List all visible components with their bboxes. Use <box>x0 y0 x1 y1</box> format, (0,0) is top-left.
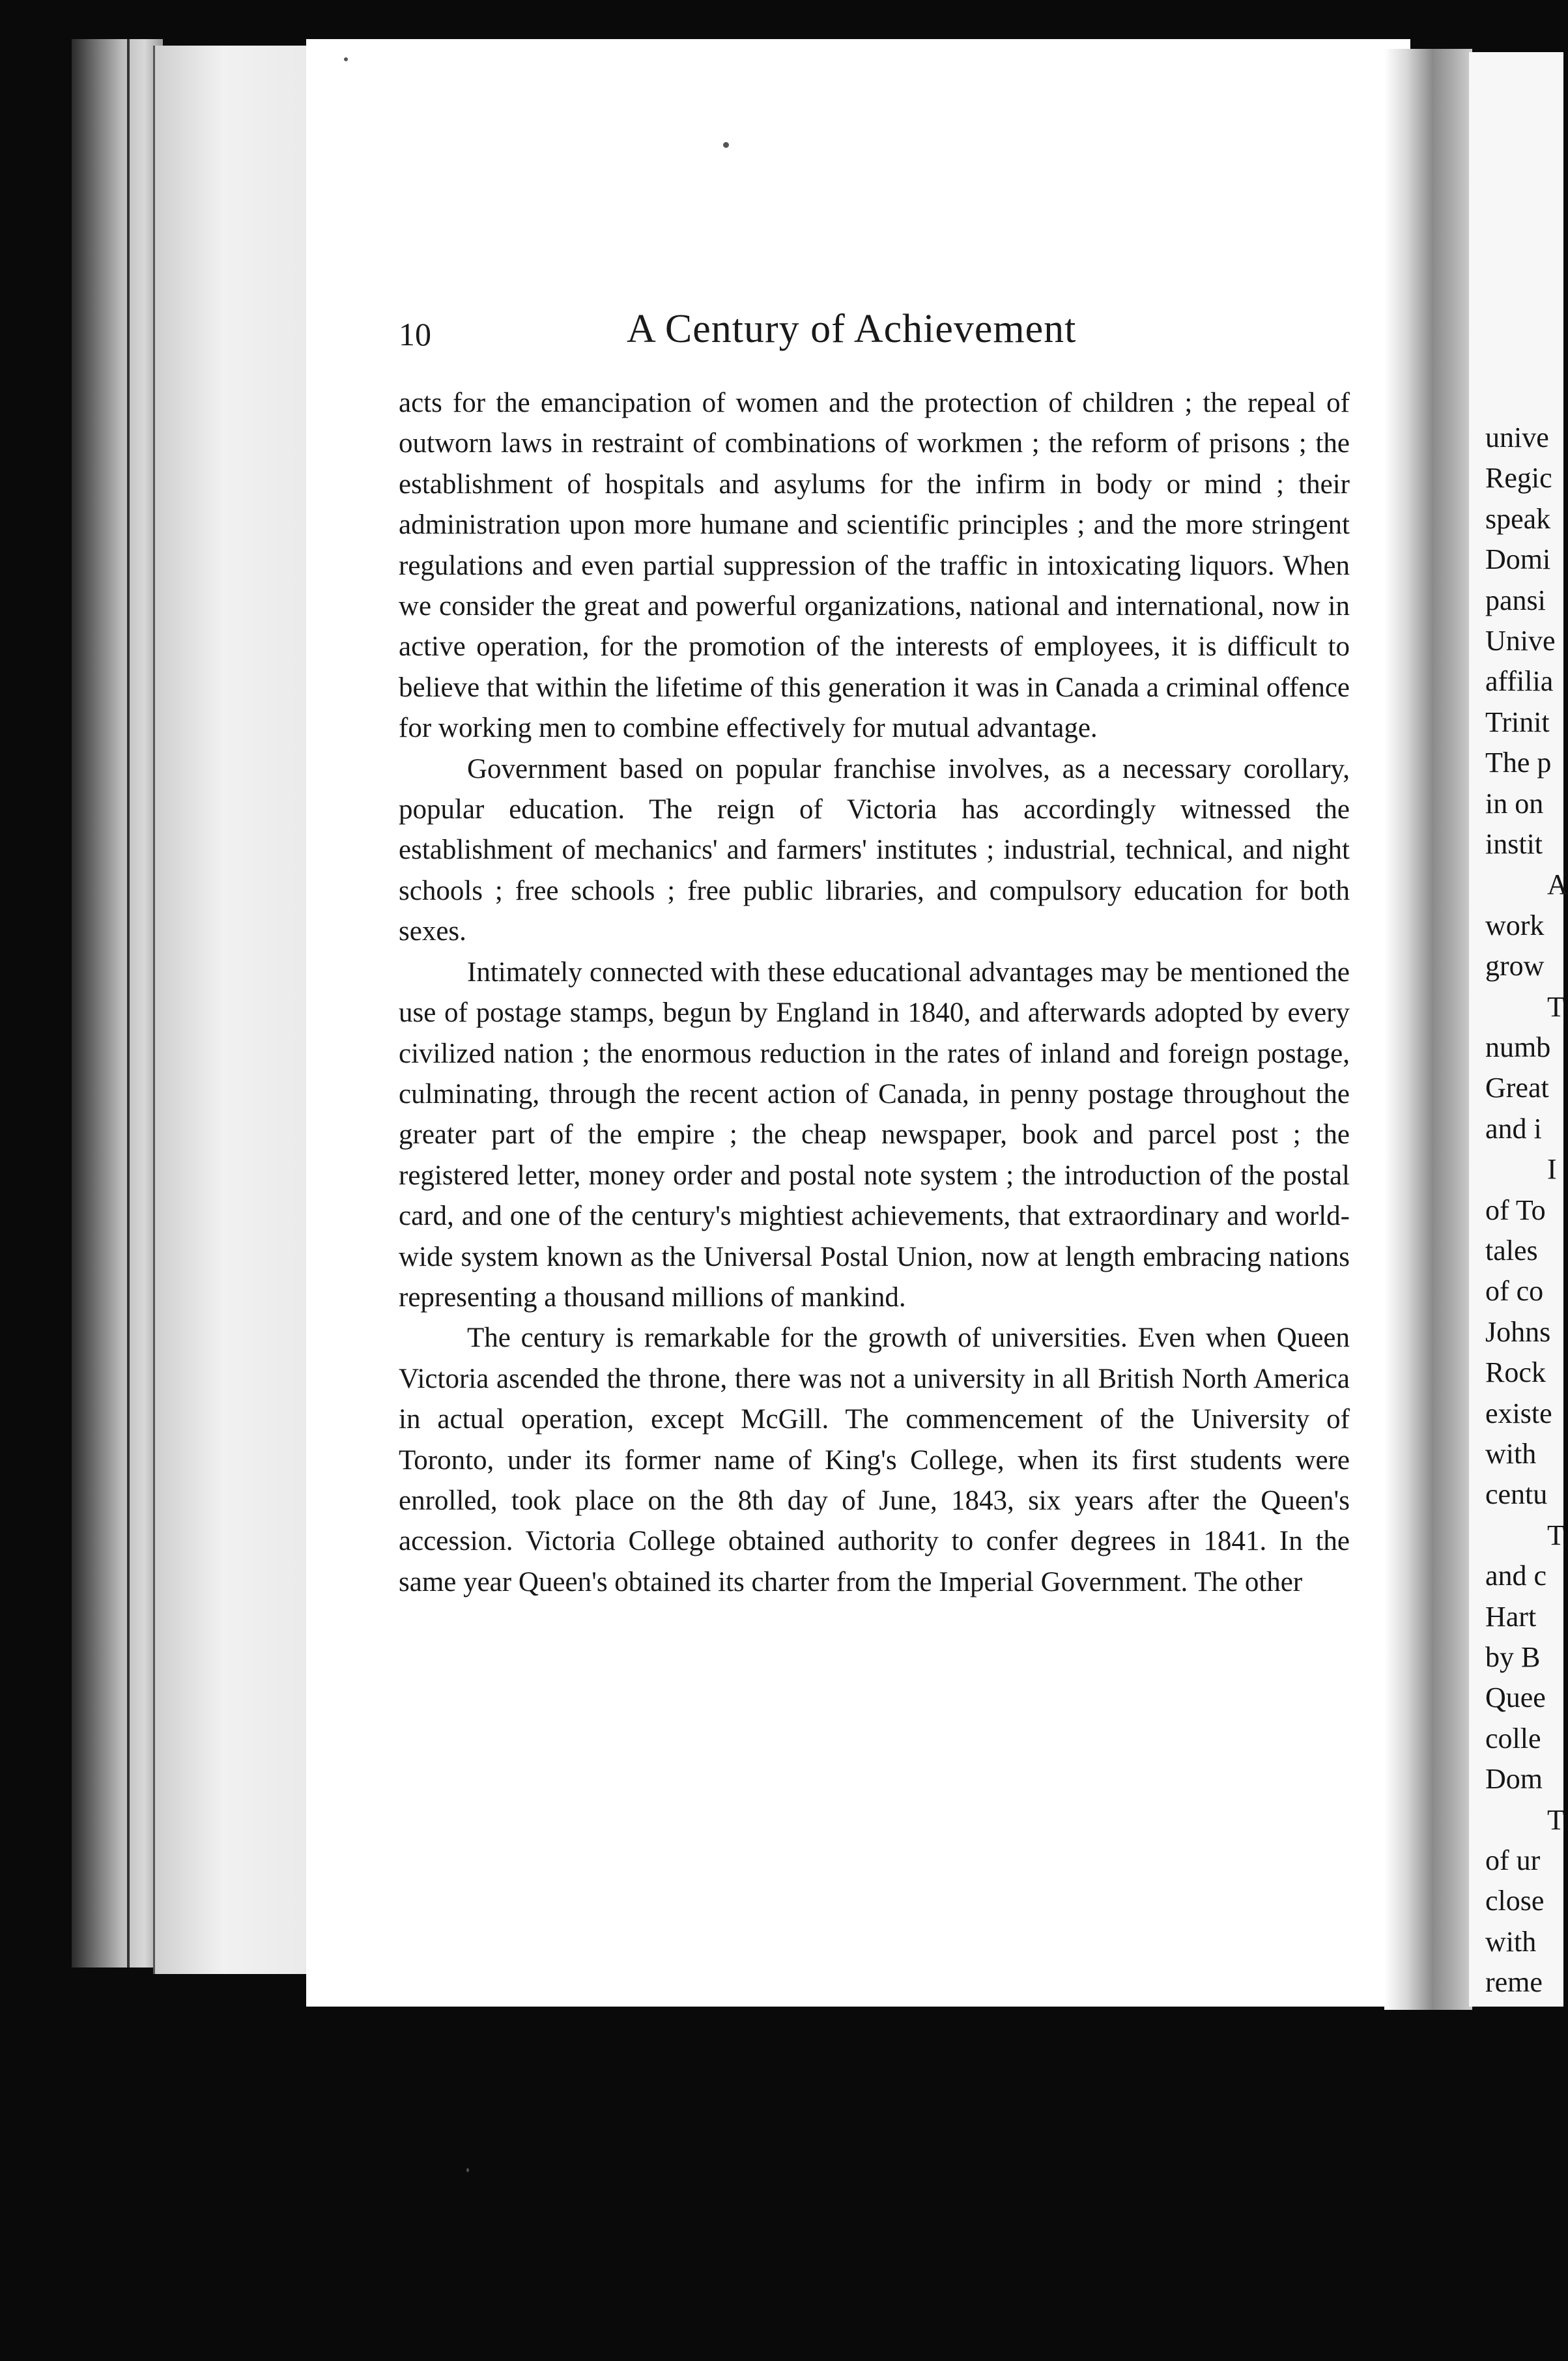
paragraph: Government based on popular franchise involves, as a necessary corollary, popular education. The reign of Victoria has accordingly witnessed the establishment of mechanics' and farmers' institutes ; industrial, technical, and night schools ; free schools ; free public libraries, and compulsory education for both sexes. <box>399 753 1350 947</box>
facing-page-line: and i <box>1485 1112 1542 1145</box>
facing-page-line: A <box>1547 868 1568 901</box>
facing-page-line: unive <box>1485 422 1549 453</box>
facing-page-line: T <box>1547 1803 1565 1836</box>
facing-page-line: Quee <box>1485 1681 1546 1714</box>
facing-page-line: reme <box>1485 1966 1543 1999</box>
scan-speck <box>344 57 348 61</box>
paragraph: Intimately connected with these educational advantages may be mentioned the use of postage stamps, begun by England in 1840, and afterwards adopted by every civilized nation ; the enormous reduction in the rates of inland and foreign postage, culminating, through the recent action of Canada, in penny postage throughout the greater part of the empire ; the cheap newspaper, book and parcel post ; the registered letter, money order and postal note system ; the introduction of the postal card, and one of the century's mightiest achievements, that extraordinary and world-wide system known as the Universal Postal Union, now at length embracing nations representing a thousand millions of mankind. <box>399 956 1350 1313</box>
facing-page-line: affilia <box>1485 665 1554 698</box>
facing-page-line: Trinit <box>1485 706 1550 738</box>
facing-page-line: in on <box>1485 787 1544 820</box>
facing-page-line: T <box>1547 1519 1565 1551</box>
facing-page-line: with <box>1485 1438 1537 1470</box>
facing-page-line: close <box>1485 1885 1545 1917</box>
facing-page-line: Great <box>1485 1072 1549 1104</box>
facing-page-line: Regic <box>1485 462 1552 494</box>
paragraph: acts for the emancipation of women and the protection of children ; the repeal of outworn laws in restraint of combinations of workmen ; the reform of prisons ; the establishment of hospitals and asylums for the infirm in body or mind ; their administration upon more humane and scientific principles ; and the more stringent regulations and even partial suppression of the traffic in intoxicating liquors. When we consider the great and powerful organizations, national and international, now in active operation, for the promotion of the interests of employees, it is difficult to believe that within the lifetime of this generation it was in Canada a criminal offence for working men to combine effectively for mutual advantage. <box>399 388 1350 744</box>
facing-page-line: Dom <box>1485 1763 1543 1796</box>
facing-page-line: Hart <box>1485 1600 1537 1633</box>
facing-page-line: Unive <box>1485 625 1556 657</box>
facing-page-line: numb <box>1485 1031 1551 1063</box>
facing-page-line: Johns <box>1485 1315 1551 1348</box>
facing-page-line: by B <box>1485 1641 1541 1673</box>
facing-page-line: T <box>1547 990 1565 1023</box>
facing-page-line: Rock <box>1485 1356 1546 1389</box>
facing-page-line: existe <box>1485 1397 1552 1429</box>
facing-page-line: of ur <box>1485 1844 1541 1876</box>
facing-page-line: The p <box>1485 747 1552 779</box>
facing-page-line: pansi <box>1485 584 1546 616</box>
facing-page-line: speak <box>1485 502 1551 535</box>
binding-shadow-line <box>127 39 130 1968</box>
facing-page-line: work <box>1485 909 1545 941</box>
facing-page-line: grow <box>1485 950 1545 982</box>
page-body <box>399 383 1350 1603</box>
facing-page <box>1469 52 1568 2007</box>
facing-page-line: instit <box>1485 828 1543 860</box>
facing-page-line: centu <box>1485 1478 1548 1511</box>
scan-speck <box>723 142 729 148</box>
facing-page-line: colle <box>1485 1722 1541 1754</box>
paragraph: The century is remarkable for the growth of universities. Even when Queen Victoria ascended the throne, there was not a university in all British North America in actual operation, except McGill. The commencement of the University of Toronto, under its former name of King's College, when its first students were enrolled, took place on the 8th day of June, 1843, six years after the Queen's accession. Victoria College obtained authority to confer degrees in 1841. In the same year Queen's obtained its charter from the Imperial Government. The other <box>399 1323 1350 1597</box>
book-binding-edge <box>72 39 163 1968</box>
facing-page-line: of To <box>1485 1194 1546 1226</box>
facing-page-line: tales <box>1485 1235 1538 1266</box>
left-page-edge <box>153 46 324 1974</box>
facing-page-line: and c <box>1485 1560 1547 1592</box>
running-head: A Century of Achievement <box>627 307 1077 351</box>
facing-page-line: with <box>1485 1925 1537 1958</box>
facing-page-line: of co <box>1485 1275 1544 1308</box>
facing-page-line: I <box>1547 1153 1557 1186</box>
facing-page-line: Domi <box>1485 543 1551 576</box>
page-number: 10 <box>399 316 431 352</box>
gutter-shadow <box>1384 49 1472 2010</box>
scan-speck <box>466 2168 469 2172</box>
